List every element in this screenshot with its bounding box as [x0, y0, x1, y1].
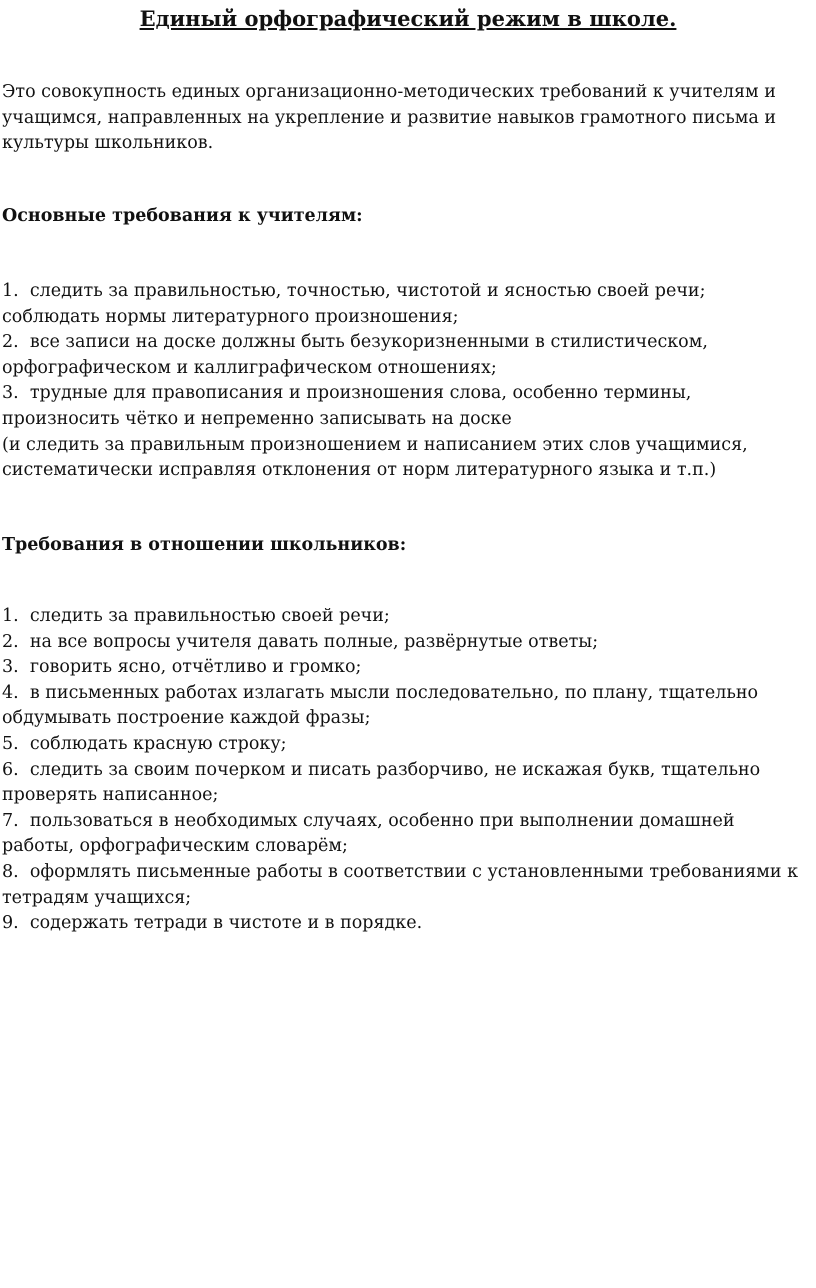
- item-number: 8.: [2, 861, 19, 882]
- list-item: [2, 809, 808, 860]
- list-item: [2, 630, 808, 656]
- item-text: пользоваться в необходимых случаях, особенно при выполнении домашней работы, орфографическим словарём;: [2, 810, 735, 857]
- item-text: все записи на доске должны быть безукоризненными в стилистическом, орфографическом и каллиграфическом отношениях;: [2, 332, 708, 378]
- students-heading: Требования в отношении школьников:: [2, 535, 407, 555]
- list-item: [2, 681, 808, 732]
- list-item: [2, 911, 808, 937]
- item-number: 6.: [2, 759, 19, 780]
- teachers-heading: Основные требования к учителям:: [2, 206, 363, 226]
- item-text: трудные для правописания и произношения слова, особенно термины, произносить чётко и непременно записывать на доске: [2, 383, 692, 429]
- teachers-requirements-list: [2, 279, 808, 484]
- item-text: говорить ясно, отчётливо и громко;: [29, 657, 362, 678]
- item-text: оформлять письменные работы в соответствии с установленными требованиями к тетрадям учащихся;: [2, 861, 799, 908]
- item-number: 3.: [2, 383, 19, 404]
- item-text: следить за правильностью, точностью, чистотой и ясностью своей речи; соблюдать нормы литературного произношения;: [2, 281, 706, 327]
- item-text: соблюдать красную строку;: [29, 733, 287, 754]
- list-item: [2, 381, 808, 432]
- list-note: [2, 433, 808, 484]
- item-text: в письменных работах излагать мысли последовательно, по плану, тщательно обдумывать построение каждой фразы;: [2, 682, 759, 729]
- item-number: 5.: [2, 733, 19, 754]
- list-item: [2, 732, 808, 758]
- item-number: 2.: [2, 631, 19, 652]
- list-item: [2, 604, 808, 630]
- item-number: 3.: [2, 657, 19, 678]
- note-text: (и следить за правильным произношением и написанием этих слов учащимися, систематически исправляя отклонения от норм литературного языка и т.п.): [2, 434, 748, 481]
- item-text: на все вопросы учителя давать полные, развёрнутые ответы;: [29, 631, 599, 652]
- item-text: следить за правильностью своей речи;: [29, 606, 390, 626]
- item-number: 7.: [2, 810, 19, 831]
- list-item: [2, 758, 808, 809]
- intro-paragraph: Это совокупность единых организационно-методических требований к учителям и учащимся, направленных на укрепление и развитие навыков грамотного письма и культуры школьников.: [2, 82, 777, 154]
- item-number: 2.: [2, 332, 19, 353]
- list-item: [2, 860, 808, 911]
- item-text: следить за своим почерком и писать разборчиво, не искажая букв, тщательно проверять написанное;: [2, 759, 761, 806]
- item-number: 4.: [2, 682, 19, 703]
- list-item: [2, 655, 808, 681]
- list-item: [2, 330, 808, 381]
- document-title: Единый орфографический режим в школе.: [139, 6, 677, 31]
- item-text: содержать тетради в чистоте и в порядке.: [29, 913, 423, 934]
- item-number: 1.: [2, 606, 19, 626]
- item-number: 1.: [2, 281, 19, 301]
- item-number: 9.: [2, 913, 19, 934]
- list-item: [2, 279, 808, 330]
- students-requirements-list: [2, 604, 808, 937]
